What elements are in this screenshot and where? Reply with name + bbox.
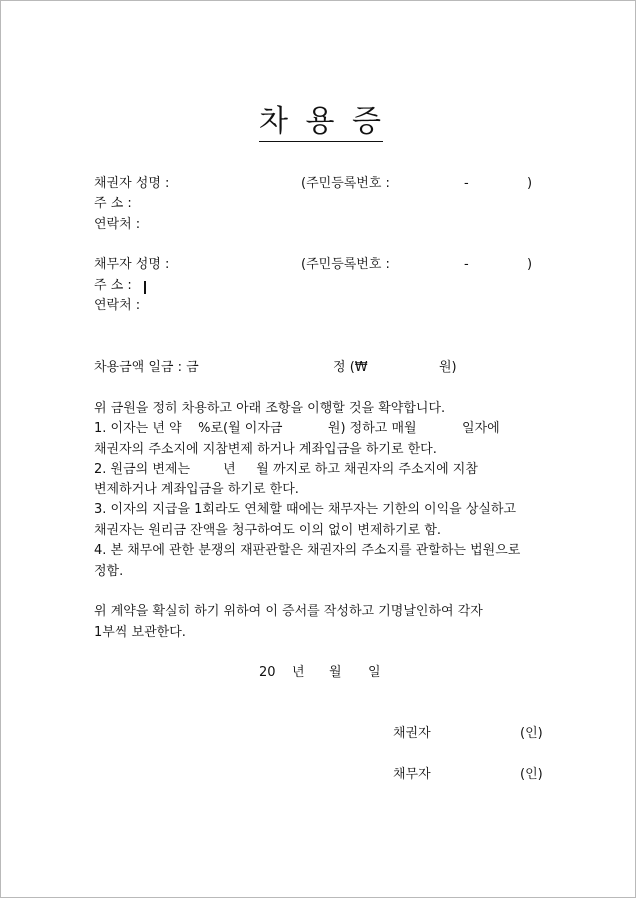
clause-2-line-2: 변제하거나 계좌입금을 하기로 한다.	[94, 482, 299, 497]
clause-1-line-1: 1. 이자는 년 약 %로(월 이자금 원) 정하고 매월 일자에	[94, 421, 500, 436]
creditor-address-label: 주 소 :	[94, 196, 132, 211]
debtor-id-close: )	[527, 257, 533, 272]
signature-debtor-seal: (인)	[520, 767, 543, 782]
clause-3-line-2: 채권자는 원리금 잔액을 청구하여도 이의 없이 변제하기로 함.	[94, 523, 442, 538]
creditor-id-label: (주민등록번호 :	[301, 176, 390, 191]
date-year: 년	[292, 665, 305, 680]
debtor-contact-label: 연락처 :	[94, 298, 141, 313]
clause-3-line-1: 3. 이자의 지급을 1회라도 연체할 때에는 채무자는 기한의 이익을 상실하고	[94, 502, 517, 517]
creditor-id-dash: -	[464, 176, 469, 191]
clause-1-line-2: 채권자의 주소지에 지참변제 하거나 계좌입금을 하기로 한다.	[94, 442, 437, 457]
debtor-name-label: 채무자 성명 :	[94, 257, 170, 272]
amount-jeong: 정 (₩	[333, 360, 368, 375]
creditor-name-label: 채권자 성명 :	[94, 176, 170, 191]
clause-2-line-1: 2. 원금의 변제는 년 월 까지로 하고 채권자의 주소지에 지참	[94, 462, 478, 477]
date-day: 일	[368, 665, 381, 680]
document-title: 차 용 증	[259, 104, 383, 142]
date-month: 월	[329, 665, 342, 680]
date-prefix: 20	[259, 665, 276, 680]
clause-intro: 위 금원을 정히 차용하고 아래 조항을 이행할 것을 확약합니다.	[94, 401, 446, 416]
closing-line-2: 1부씩 보관한다.	[94, 625, 186, 640]
debtor-address-label: 주 소 :	[94, 278, 132, 293]
signature-creditor-label: 채권자	[393, 726, 431, 741]
debtor-id-dash: -	[464, 257, 469, 272]
debtor-id-label: (주민등록번호 :	[301, 257, 390, 272]
amount-won: 원)	[439, 360, 457, 375]
closing-line-1: 위 계약을 확실히 하기 위하여 이 증서를 작성하고 기명날인하여 각자	[94, 604, 483, 619]
clause-4-line-1: 4. 본 채무에 관한 분쟁의 재판관할은 채권자의 주소지를 관할하는 법원으로	[94, 543, 521, 558]
signature-creditor-seal: (인)	[520, 726, 543, 741]
clause-4-line-2: 정함.	[94, 564, 124, 579]
amount-label: 차용금액 일금 : 금	[94, 360, 199, 375]
signature-debtor-label: 채무자	[393, 767, 431, 782]
creditor-id-close: )	[527, 176, 533, 191]
text-cursor[interactable]	[144, 281, 146, 294]
creditor-contact-label: 연락처 :	[94, 217, 141, 232]
